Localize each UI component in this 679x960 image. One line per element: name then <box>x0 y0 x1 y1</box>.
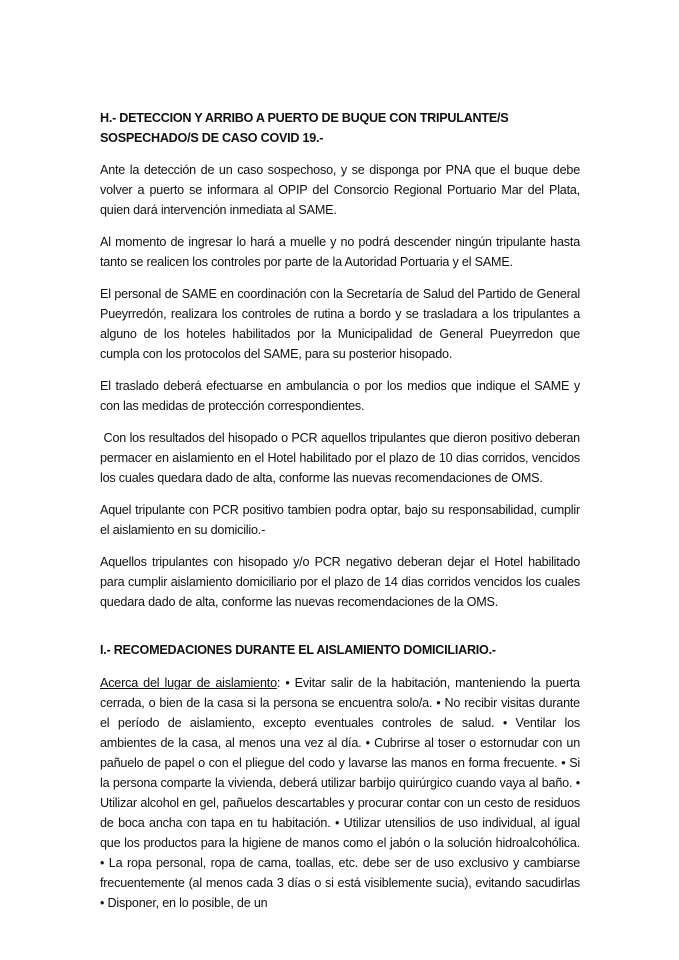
paragraph-isolation-place <box>100 673 580 913</box>
section-i-heading: I.- RECOMEDACIONES DURANTE EL AISLAMIENTO DOMICILIARIO.- <box>100 643 496 657</box>
isolation-recommendations-text: • Evitar salir de la habitación, manteniendo la puerta cerrada, o bien de la casa si la persona se encuentra solo/a. • No recibir visitas durante el período de aislamiento, excepto eventuales controles de salud. • Ventilar los ambientes de la casa, al menos una vez al día. • Cubrirse al toser o estornudar con un pañuelo de papel o con el pliegue del codo y lavarse las manos en forma frecuente. • Si la persona comparte la vivienda, deberá utilizar barbijo quirúrgico cuando vaya al baño. • Utilizar alcohol en gel, pañuelos descartables y procurar contar con un cesto de residuos de boca ancha con tapa en tu habitación. • Utilizar utensilios de uso individual, al igual que los productos para la higiene de manos como el jabón o la solución hidroalcohólica. • La ropa personal, ropa de cama, toallas, etc. debe ser de uso exclusivo y cambiarse frecuentemente (al menos cada 3 días o si está visiblemente sucia), evitando sacudirlas • Disponer, en lo posible, de un <box>100 676 580 910</box>
document-page <box>100 108 584 925</box>
paragraph-detection: Ante la detección de un caso sospechoso, y se disponga por PNA que el buque debe volver a puerto se informara al OPIP del Consorcio Regional Portuario Mar del Plata, quien dará intervención inmediata al SAME. <box>100 163 580 217</box>
isolation-place-label: Acerca del lugar de aislamiento <box>100 676 277 690</box>
paragraph-same-personnel: El personal de SAME en coordinación con la Secretaría de Salud del Partido de General Pueyrredón, realizara los controles de rutina a bordo y se trasladara a los tripulantes a alguno de los hoteles habilitados por la Municipalidad de General Pueyrredon que cumpla con los protocolos del SAME, para su posterior hisopado. <box>100 287 580 361</box>
isolation-place-colon: : <box>276 676 281 690</box>
paragraph-docking: Al momento de ingresar lo hará a muelle y no podrá descender ningún tripulante hasta tanto se realicen los controles por parte de la Autoridad Portuaria y el SAME. <box>100 235 580 269</box>
paragraph-transfer: El traslado deberá efectuarse en ambulancia o por los medios que indique el SAME y con las medidas de protección correspondientes. <box>100 379 580 413</box>
paragraph-positive-results: Con los resultados del hisopado o PCR aquellos tripulantes que dieron positivo deberan permacer en aislamiento en el Hotel habilitado por el plazo de 10 dias corridos, vencidos los cuales quedara dado de alta, conforme las nuevas recomendaciones de OMS. <box>100 431 584 485</box>
section-h-heading: H.- DETECCION Y ARRIBO A PUERTO DE BUQUE CON TRIPULANTE/S SOSPECHADO/S DE CASO COVID 19.- <box>100 111 509 145</box>
paragraph-home-option: Aquel tripulante con PCR positivo tambien podra optar, bajo su responsabilidad, cumplir el aislamiento en su domicilio.- <box>100 503 580 537</box>
paragraph-negative-results: Aquellos tripulantes con hisopado y/o PCR negativo deberan dejar el Hotel habilitado para cumplir aislamiento domiciliario por el plazo de 14 dias corridos vencidos los cuales quedara dado de alta, conforme las nuevas recomendaciones de la OMS. <box>100 555 580 609</box>
